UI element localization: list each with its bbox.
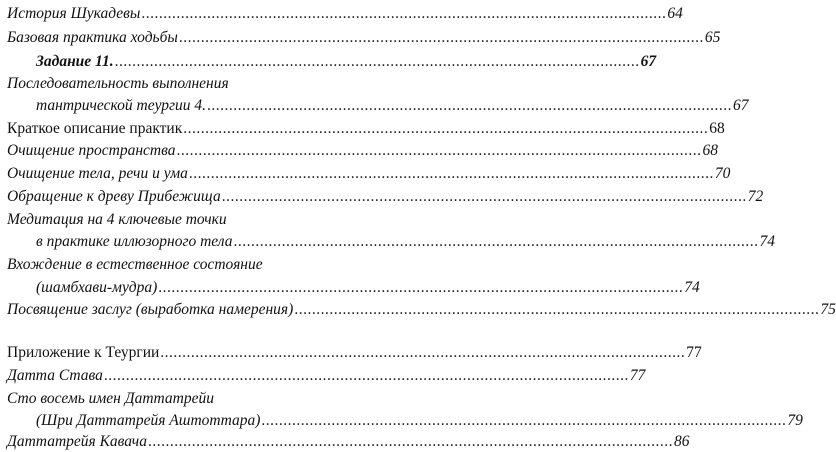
- toc-page-number: 65: [704, 29, 721, 46]
- dot-leader: ........................................................................................................................: [178, 29, 704, 46]
- toc-entry-zadanie-11[interactable]: [36, 52, 657, 72]
- dot-leader: ........................................................................................................................: [221, 188, 747, 205]
- toc-page-number: 67: [733, 97, 749, 114]
- toc-page-number: 75: [820, 301, 836, 318]
- toc-entry-meditatsiya-cont[interactable]: [36, 232, 775, 252]
- toc-entry-posledovatelnost-cont[interactable]: [36, 96, 749, 116]
- toc-entry-title: Очищение тела, речи и ума: [7, 165, 188, 182]
- toc-entry-title: Последовательность выполнения: [7, 75, 229, 92]
- dot-leader: ........................................................................................................................: [188, 165, 714, 182]
- toc-entry-vkhozhdenie[interactable]: [7, 255, 442, 275]
- toc-page-number: 74: [684, 279, 700, 296]
- toc-page-number: 79: [787, 412, 803, 429]
- toc-entry-kavacha[interactable]: [7, 432, 690, 452]
- toc-entry-sto-vosem-imen[interactable]: [7, 389, 442, 409]
- toc-entry-title: Посвящение заслуг (выработка намерения): [7, 301, 294, 318]
- toc-entry-datta-stava[interactable]: [7, 366, 646, 386]
- toc-entry-vkhozhdenie-cont[interactable]: [36, 278, 700, 298]
- toc-entry-posledovatelnost[interactable]: [7, 74, 442, 94]
- dot-leader: ........................................................................................................................: [183, 120, 709, 137]
- toc-entry-title: История Шукадевы: [7, 5, 141, 22]
- toc-entry-prilozhenie[interactable]: [7, 343, 702, 363]
- dot-leader: ........................................................................................................................: [147, 433, 673, 450]
- toc-entry-title: Задание 11.: [36, 53, 114, 70]
- toc-page-number: 86: [673, 433, 690, 450]
- dot-leader: ........................................................................................................................: [294, 301, 820, 318]
- toc-entry-title: Вхождение в естественное состояние: [7, 256, 263, 273]
- toc-entry-ochishchenie-prostranstva[interactable]: [7, 141, 718, 161]
- dot-leader: ........................................................................................................................: [114, 53, 640, 70]
- toc-page-number: 70: [714, 165, 731, 182]
- toc-page-number: 68: [702, 142, 718, 159]
- toc-entry-kratkoe-opisanie[interactable]: [7, 119, 725, 139]
- toc-entry-title: (шамбхави-мудра): [36, 279, 158, 296]
- toc-entry-title: Очищение пространства: [7, 142, 176, 159]
- toc-page-number: 74: [759, 233, 775, 250]
- toc-entry-title: Медитация на 4 ключевые точки: [7, 211, 227, 228]
- dot-leader: ........................................................................................................................: [207, 97, 733, 114]
- toc-entry-obrashchenie[interactable]: [7, 187, 764, 207]
- toc-page-number: 72: [747, 188, 764, 205]
- toc-page-number: 67: [640, 53, 657, 70]
- dot-leader: ........................................................................................................................: [160, 344, 686, 361]
- toc-entry-title: (Шри Даттатрейя Аштоттара): [36, 412, 261, 429]
- toc-entry-title: Датта Става: [7, 367, 103, 384]
- toc-entry-title: Сто восемь имен Даттатрейи: [7, 390, 214, 407]
- dot-leader: ........................................................................................................................: [233, 233, 759, 250]
- toc-entry-title: Обращение к древу Прибежища: [7, 188, 221, 205]
- toc-entry-meditatsiya[interactable]: [7, 210, 442, 230]
- toc-entry-istoriya-shukadevy[interactable]: [7, 4, 683, 24]
- toc-entry-title: Приложение к Теургии: [7, 344, 160, 361]
- dot-leader: ........................................................................................................................: [141, 5, 667, 22]
- toc-entry-title: тантрической теургии 4.: [36, 97, 207, 114]
- toc-entry-posvyashchenie[interactable]: [7, 300, 836, 320]
- toc-page-number: 64: [667, 5, 683, 22]
- toc-entry-ochishchenie-tela[interactable]: [7, 164, 731, 184]
- toc-page-number: 77: [686, 344, 702, 361]
- toc-page-number: 77: [629, 367, 646, 384]
- toc-entry-title: Краткое описание практик: [7, 120, 183, 137]
- toc-entry-title: в практике иллюзорного тела: [36, 233, 233, 250]
- dot-leader: ........................................................................................................................: [158, 279, 684, 296]
- toc-page-number: 68: [709, 120, 725, 137]
- toc-entry-bazovaya-praktika[interactable]: [7, 28, 721, 48]
- toc-entry-title: Даттатрейя Кавача: [7, 433, 147, 450]
- toc-entry-sto-vosem-imen-cont[interactable]: [36, 411, 803, 431]
- dot-leader: ........................................................................................................................: [176, 142, 702, 159]
- dot-leader: ........................................................................................................................: [103, 367, 629, 384]
- toc-entry-title: Базовая практика ходьбы: [7, 29, 178, 46]
- dot-leader: ........................................................................................................................: [261, 412, 787, 429]
